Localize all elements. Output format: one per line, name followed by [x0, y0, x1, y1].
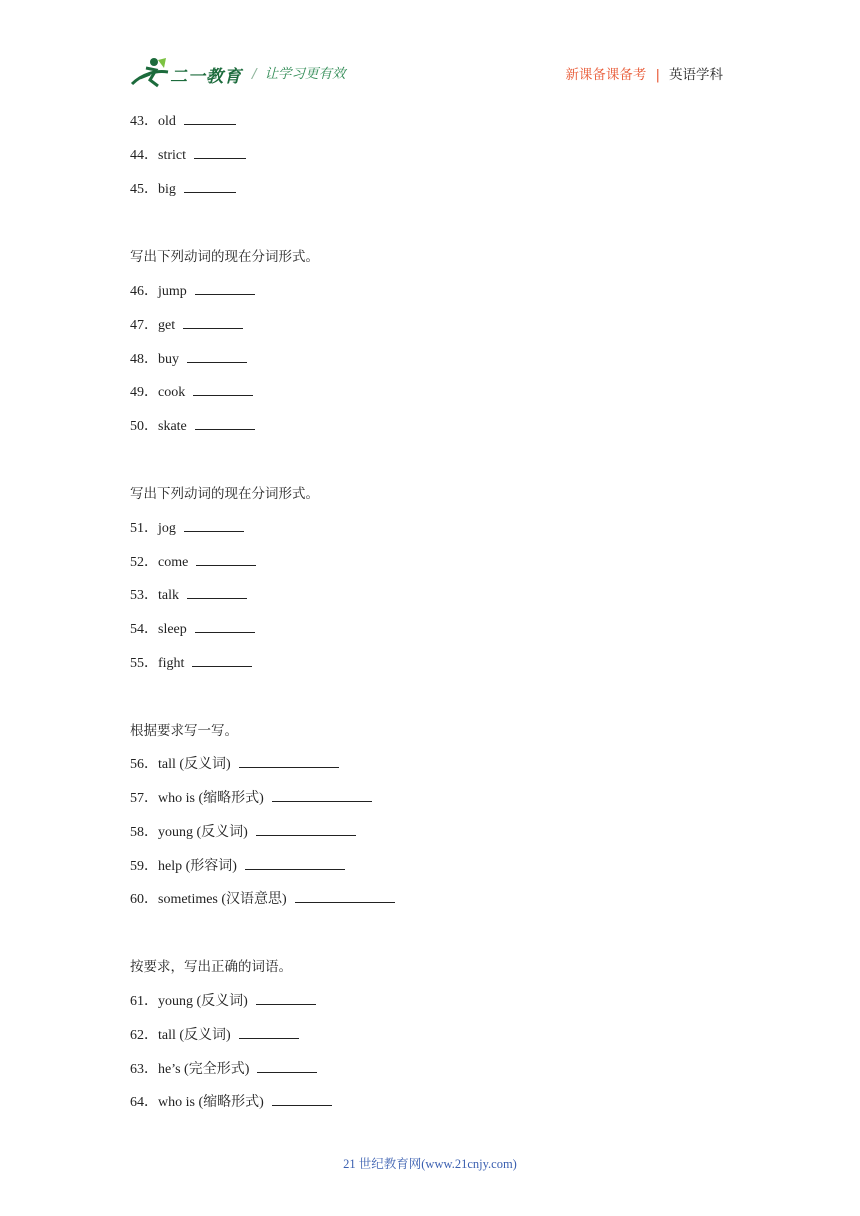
header-separator: | — [655, 67, 660, 83]
exercise-item — [130, 586, 247, 605]
answer-blank[interactable] — [195, 620, 255, 633]
answer-blank[interactable] — [187, 350, 247, 363]
answer-blank[interactable] — [256, 992, 316, 1005]
answer-blank[interactable] — [256, 823, 356, 836]
exercise-item — [130, 1060, 317, 1079]
exercise-item — [130, 553, 256, 572]
item-number: 57． — [130, 791, 158, 806]
answer-blank[interactable] — [184, 112, 236, 125]
item-number: 60． — [130, 892, 158, 907]
answer-blank[interactable] — [184, 180, 236, 193]
exercise-item — [130, 890, 395, 909]
answer-blank[interactable] — [184, 519, 244, 532]
exercise-item — [130, 1026, 299, 1045]
item-word: buy — [158, 352, 179, 367]
item-word: help (形容词) — [158, 859, 237, 874]
exercise-item — [130, 789, 372, 808]
exercise-item — [130, 823, 356, 842]
exercise-item — [130, 282, 255, 301]
exercise-item — [130, 992, 316, 1011]
item-word: old — [158, 114, 176, 129]
exercise-item — [130, 146, 246, 165]
item-number: 51． — [130, 521, 158, 536]
answer-blank[interactable] — [187, 586, 247, 599]
exercise-item — [130, 1093, 332, 1112]
item-number: 50． — [130, 419, 158, 434]
item-word: jog — [158, 521, 176, 536]
logo-text: 二一教育 — [170, 67, 242, 87]
answer-blank[interactable] — [183, 316, 243, 329]
answer-blank[interactable] — [195, 417, 255, 430]
item-number: 54． — [130, 622, 158, 637]
answer-blank[interactable] — [196, 553, 256, 566]
slogan-slash: / — [252, 66, 257, 82]
exercise-item — [130, 350, 247, 369]
item-number: 53． — [130, 588, 158, 603]
header-subject — [565, 63, 723, 83]
item-word: young (反义词) — [158, 825, 248, 840]
item-number: 64． — [130, 1095, 158, 1110]
item-number: 49． — [130, 385, 158, 400]
header-course-label: 新课备课备考 — [565, 67, 647, 83]
answer-blank[interactable] — [272, 789, 372, 802]
exercise-item — [130, 857, 345, 876]
answer-blank[interactable] — [257, 1060, 317, 1073]
item-number: 58． — [130, 825, 158, 840]
section-heading: 写出下列动词的现在分词形式。 — [130, 249, 319, 265]
page-header — [0, 0, 860, 100]
item-word: get — [158, 318, 176, 333]
exercise-item — [130, 112, 236, 131]
item-number: 52． — [130, 555, 158, 570]
item-word: tall (反义词) — [158, 1028, 231, 1043]
item-number: 45． — [130, 182, 158, 197]
exercise-item — [130, 654, 252, 673]
exercise-item — [130, 417, 255, 436]
exercise-item — [130, 316, 243, 335]
answer-blank[interactable] — [193, 383, 253, 396]
answer-blank[interactable] — [239, 1026, 299, 1039]
section-heading: 根据要求写一写。 — [130, 723, 238, 739]
item-number: 56． — [130, 757, 158, 772]
item-number: 48． — [130, 352, 158, 367]
answer-blank[interactable] — [272, 1093, 332, 1106]
item-number: 43． — [130, 114, 158, 129]
item-word: cook — [158, 385, 186, 400]
item-word: tall (反义词) — [158, 757, 231, 772]
exercise-item — [130, 755, 339, 774]
item-number: 61． — [130, 994, 158, 1009]
item-word: jump — [158, 284, 187, 299]
item-word: young (反义词) — [158, 994, 248, 1009]
exercise-item — [130, 180, 236, 199]
item-word: talk — [158, 588, 179, 603]
item-number: 62． — [130, 1028, 158, 1043]
item-word: come — [158, 555, 189, 570]
item-number: 46． — [130, 284, 158, 299]
answer-blank[interactable] — [194, 146, 246, 159]
header-subject-label: 英语学科 — [669, 67, 723, 83]
item-word: big — [158, 182, 176, 197]
item-word: sleep — [158, 622, 187, 637]
item-number: 55． — [130, 656, 158, 671]
exercise-item — [130, 519, 244, 538]
section-heading: 按要求，写出正确的词语。 — [130, 959, 292, 975]
answer-blank[interactable] — [195, 282, 255, 295]
exercise-item — [130, 620, 255, 639]
exercise-item — [130, 383, 253, 402]
item-word: he’s (完全形式) — [158, 1062, 250, 1077]
page-footer: 21 世纪教育网(www.21cnjy.com) — [343, 1157, 517, 1171]
item-word: who is (缩略形式) — [158, 1095, 264, 1110]
answer-blank[interactable] — [239, 755, 339, 768]
item-number: 59． — [130, 859, 158, 874]
item-number: 47． — [130, 318, 158, 333]
answer-blank[interactable] — [192, 654, 252, 667]
item-word: who is (缩略形式) — [158, 791, 264, 806]
section-heading: 写出下列动词的现在分词形式。 — [130, 486, 319, 502]
answer-blank[interactable] — [245, 857, 345, 870]
item-word: skate — [158, 419, 187, 434]
item-word: strict — [158, 148, 186, 163]
item-word: sometimes (汉语意思) — [158, 892, 287, 907]
answer-blank[interactable] — [295, 890, 395, 903]
item-number: 63． — [130, 1062, 158, 1077]
item-number: 44． — [130, 148, 158, 163]
slogan — [252, 62, 346, 82]
item-word: fight — [158, 656, 185, 671]
slogan-text: 让学习更有效 — [264, 66, 346, 82]
